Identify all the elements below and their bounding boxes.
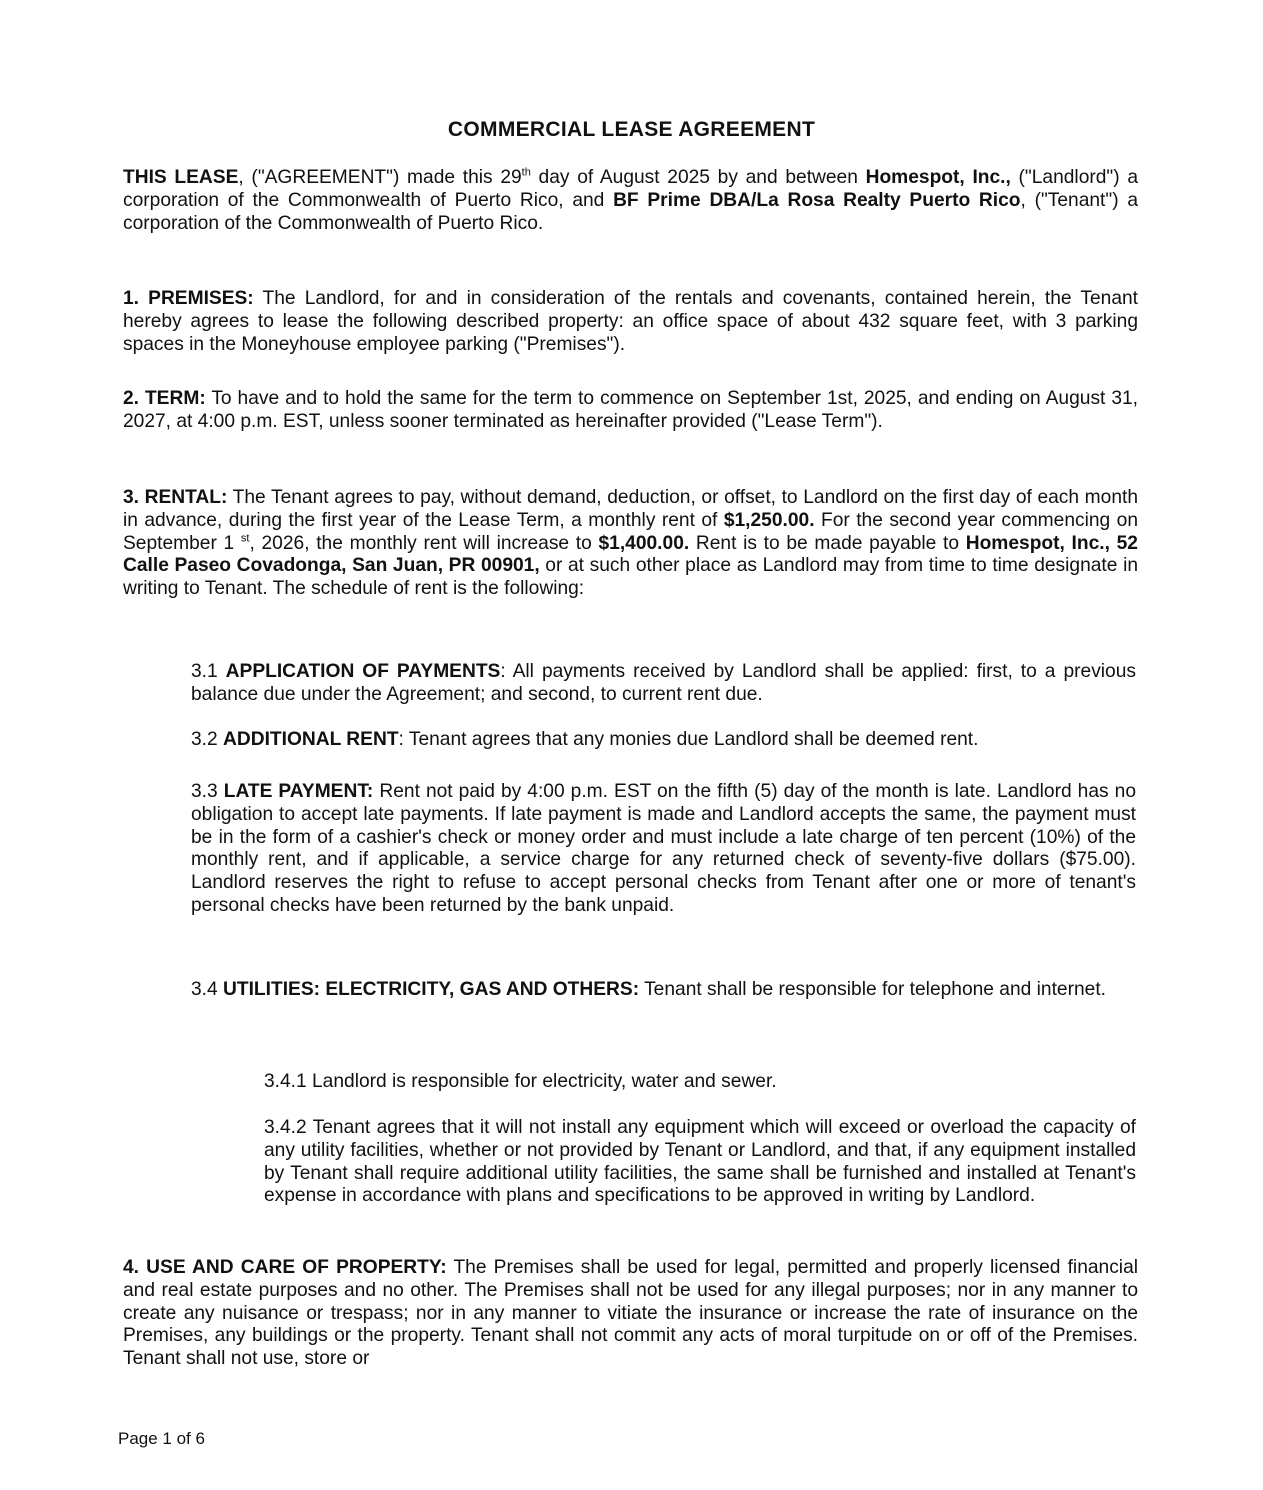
s32-number: 3.2 xyxy=(191,729,224,750)
rental-text-3: , 2026, the monthly rent will increase to xyxy=(249,532,599,554)
intro-superscript: th xyxy=(521,166,531,179)
section-application-of-payments xyxy=(191,661,1136,707)
s32-heading: ADDITIONAL RENT xyxy=(223,729,399,750)
s33-number: 3.3 xyxy=(191,781,224,802)
term-heading: 2. TERM: xyxy=(123,388,206,409)
tenant-name: BF Prime DBA/La Rosa Realty Puerto Rico xyxy=(613,189,1021,211)
section-utilities-landlord: 3.4.1 Landlord is responsible for electricity, water and sewer. xyxy=(264,1071,777,1092)
s31-heading: APPLICATION OF PAYMENTS xyxy=(225,661,501,682)
section-premises xyxy=(123,288,1138,356)
premises-heading: 1. PREMISES: xyxy=(123,288,254,309)
s33-text: Rent not paid by 4:00 p.m. EST on the fifth (5) day of the month is late. Landlord has no obligation to accept late payments. If late payment is made and Landlord accepts the same, the payment must be in the form of a cashier's check or money order and must include a late charge of ten percent (10%) of the monthly rent, and if applicable, a service charge for any returned check of seventy-five dollars ($75.00). Landlord reserves the right to refuse to accept personal checks from Tenant after one or more of tenant's personal checks have been returned by the bank unpaid. xyxy=(191,781,1136,916)
intro-text-2: day of August 2025 by and between xyxy=(530,167,866,188)
intro-lead: THIS LEASE xyxy=(123,167,239,188)
section-rental xyxy=(123,487,1138,601)
rent-first-year: $1,250.00. xyxy=(723,509,815,531)
rent-payee: Homespot, Inc., 52 Calle Paseo Covadonga, San Juan, PR 00901, xyxy=(123,532,1138,577)
use-care-text: The Premises shall be used for legal, permitted and properly licensed financial and real estate purposes and no other. The Premises shall not be used for any illegal purposes; nor in any manner to create any nuisance or trespass; nor in any manner to vitiate the insurance or increase the rate of insurance on the Premises, any buildings or the property. Tenant shall not commit any acts of moral turpitude on or off of the Premises. Tenant shall not use, store or xyxy=(123,1257,1139,1370)
rental-text-5: or at such other place as Landlord may from time to time designate in writing to Tenant. The schedule of rent is the following: xyxy=(123,555,1139,600)
section-use-and-care xyxy=(123,1257,1138,1371)
premises-text: The Landlord, for and in consideration of the rentals and covenants, contained herein, the Tenant hereby agrees to lease the following described property: an office space of about 432 square feet, with 3 parking spaces in the Moneyhouse employee parking ("Premises"). xyxy=(123,288,1138,355)
section-utilities xyxy=(191,979,1136,1002)
s31-number: 3.1 xyxy=(191,661,226,682)
s34-number: 3.4 xyxy=(191,979,224,1000)
rental-superscript: st xyxy=(240,532,250,545)
rental-text-2: For the second year commencing on September 1 xyxy=(123,509,1138,554)
s33-heading: LATE PAYMENT: xyxy=(223,781,374,802)
rental-text-1: The Tenant agrees to pay, without demand, deduction, or offset, to Landlord on the first day of each month in advance, during the first year of the Lease Term, a monthly rent of xyxy=(123,487,1138,531)
intro-text-4: , ("Tenant") a corporation of the Commonwealth of Puerto Rico. xyxy=(123,189,1138,234)
section-additional-rent xyxy=(191,729,1136,752)
intro-text-1: , ("AGREEMENT") made this 29 xyxy=(238,167,522,188)
s34-heading: UTILITIES: ELECTRICITY, GAS AND OTHERS: xyxy=(223,979,640,1000)
section-term xyxy=(123,388,1138,434)
landlord-name: Homespot, Inc., xyxy=(865,167,1011,188)
intro-text-3: ("Landlord") a corporation of the Commonwealth of Puerto Rico, and xyxy=(123,167,1138,211)
document-title: COMMERCIAL LEASE AGREEMENT xyxy=(447,118,816,141)
rent-second-year: $1,400.00. xyxy=(598,532,690,554)
section-late-payment xyxy=(191,781,1136,918)
rental-heading: 3. RENTAL: xyxy=(123,487,228,508)
rental-text-4: Rent is to be made payable to xyxy=(689,532,966,554)
s31-text: : All payments received by Landlord shall be applied: first, to a previous balance due under the Agreement; and second, to current rent due. xyxy=(191,661,1136,705)
s32-text: : Tenant agrees that any monies due Landlord shall be deemed rent. xyxy=(398,729,979,750)
s34-text: Tenant shall be responsible for telephone and internet. xyxy=(639,979,1106,1000)
intro-paragraph xyxy=(123,167,1138,235)
section-utilities-equipment: 3.4.2 Tenant agrees that it will not install any equipment which will exceed or overload the capacity of any utility facilities, whether or not provided by Tenant or Landlord, and that, if any equipment installed by Tenant shall require additional utility facilities, the same shall be furnished and installed at Tenant's expense in accordance with plans and specifications to be approved in writing by Landlord. xyxy=(264,1117,1136,1207)
use-care-heading: 4. USE AND CARE OF PROPERTY: xyxy=(123,1257,447,1278)
term-text: To have and to hold the same for the term to commence on September 1st, 2025, and ending on August 31, 2027, at 4:00 p.m. EST, unless sooner terminated as hereinafter provided ("Lease Term"). xyxy=(123,388,1138,432)
page-number: Page 1 of 6 xyxy=(118,1429,205,1448)
